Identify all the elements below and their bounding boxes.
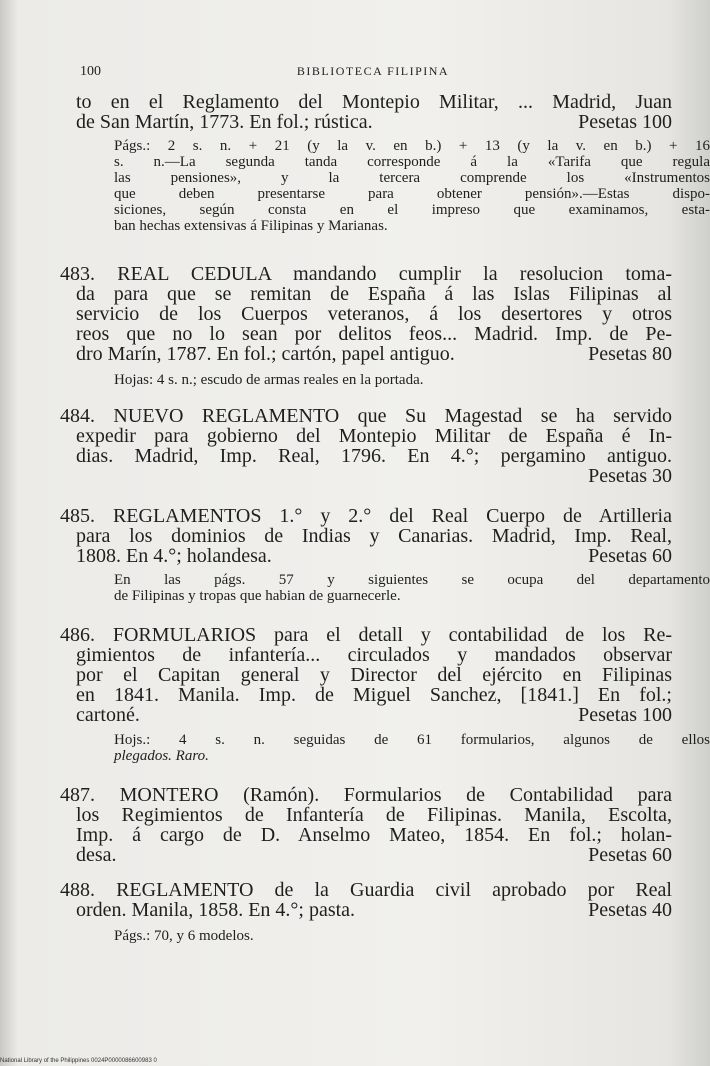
entry-483-note — [76, 372, 710, 388]
price: Pesetas 40 — [588, 899, 672, 921]
entry-487 — [60, 785, 672, 865]
entry-line: 487. MONTERO (Ramón). Formularios de Contabilidad para — [60, 784, 672, 806]
entry-486-note — [76, 732, 710, 764]
entry-line-last — [60, 900, 672, 920]
entry-text: de San Martín, 1773. En fol.; rústica. — [76, 111, 373, 133]
price: Pesetas 60 — [588, 844, 672, 866]
entry-485-note — [76, 572, 710, 604]
note-line: Págs.: 2 s. n. + 21 (y la v. en b.) + 13 (y la v. en b.) + 16 — [114, 138, 710, 154]
entry-488-note — [76, 928, 710, 944]
entry-line-last — [60, 845, 672, 865]
entry-line: los Regimientos de Infantería de Filipinas. Manila, Escolta, — [76, 804, 672, 826]
entry-line-last — [60, 546, 672, 566]
entry-line: expedir para gobierno del Montepio Militar de España é In- — [76, 425, 672, 447]
entry-text: 1808. En 4.°; holandesa. — [76, 545, 272, 567]
entry-line: 483. REAL CEDULA mandando cumplir la resolucion toma- — [60, 263, 672, 285]
price: Pesetas 80 — [588, 343, 672, 365]
entry-text: orden. Manila, 1858. En 4.°; pasta. — [76, 899, 356, 921]
entry-line: 486. FORMULARIOS para el detall y contabilidad de los Re- — [60, 624, 672, 646]
entry-text: desa. — [76, 844, 117, 866]
note-line: En las págs. 57 y siguientes se ocupa del departamento — [114, 572, 710, 588]
entry-line-last — [60, 705, 672, 725]
note-line: s. n.—La segunda tanda corresponde á la «Tarifa que regula — [114, 154, 710, 170]
page-number: 100 — [80, 64, 101, 79]
scan-footer-tag: National Library of the Philippines 0024P0000086600983 0 — [0, 1058, 157, 1064]
entry-line: dias. Madrid, Imp. Real, 1796. En 4.°; pergamino antiguo. — [76, 445, 672, 467]
entry-line: reos que no lo sean por delitos feos... Madrid. Imp. de Pe- — [76, 323, 672, 345]
entry-line: to en el Reglamento del Montepio Militar, ... Madrid, Juan — [76, 91, 672, 113]
price: Pesetas 100 — [578, 111, 672, 133]
note-line: Hojas: 4 s. n.; escudo de armas reales en la portada. — [114, 372, 424, 388]
entry-line: servicio de los Cuerpos veteranos, á los desertores y otros — [76, 303, 672, 325]
entry-line: 484. NUEVO REGLAMENTO que Su Magestad se ha servido — [60, 405, 672, 427]
note-line: Págs.: 70, y 6 modelos. — [114, 928, 254, 944]
entry-line: en 1841. Manila. Imp. de Miguel Sanchez, [1841.] En fol.; — [76, 684, 672, 706]
note-line: las pensiones», y la tercera comprende los «Instrumentos — [114, 170, 710, 186]
entry-text: dro Marín, 1787. En fol.; cartón, papel antiguo. — [76, 343, 455, 365]
entry-line-last — [60, 344, 672, 364]
note-line: Hojs.: 4 s. n. seguidas de 61 formularios, algunos de ellos — [114, 732, 710, 748]
entry-line: gimientos de infantería... circulados y mandados observar — [76, 644, 672, 666]
price: Pesetas 60 — [588, 545, 672, 567]
entry-text: cartoné. — [76, 704, 140, 726]
running-header — [74, 64, 672, 84]
price: Pesetas 30 — [588, 465, 672, 487]
entry-line-last — [60, 466, 672, 486]
entry-line: da para que se remitan de España á las Islas Filipinas al — [76, 283, 672, 305]
entry-line: 488. REGLAMENTO de la Guardia civil aprobado por Real — [60, 879, 672, 901]
entry-line: para los dominios de Indias y Canarias. Madrid, Imp. Real, — [76, 525, 672, 547]
note-line: siciones, según consta en el impreso que examinamos, esta- — [114, 202, 710, 218]
entry-486 — [60, 625, 672, 725]
entry-line: Imp. á cargo de D. Anselmo Mateo, 1854. En fol.; holan- — [76, 824, 672, 846]
entry-484 — [60, 406, 672, 486]
continued-entry — [76, 92, 672, 132]
note-line: que deben presentarse para obtener pensión».—Estas dispo- — [114, 186, 710, 202]
entry-485 — [60, 506, 672, 566]
entry-line-last — [76, 112, 672, 132]
note-line: de Filipinas y tropas que habian de guarnecerle. — [114, 588, 401, 604]
entry-483 — [60, 264, 672, 364]
running-title: BIBLIOTECA FILIPINA — [296, 64, 450, 78]
entry-line: 485. REGLAMENTOS 1.° y 2.° del Real Cuerpo de Artilleria — [60, 505, 672, 527]
continued-entry-note — [76, 138, 710, 234]
price: Pesetas 100 — [578, 704, 672, 726]
entry-488 — [60, 880, 672, 920]
entry-line: por el Capitan general y Director del ejército en Filipinas — [76, 664, 672, 686]
note-line: plegados. Raro. — [114, 748, 209, 764]
note-line: ban hechas extensivas á Filipinas y Marianas. — [114, 218, 388, 234]
